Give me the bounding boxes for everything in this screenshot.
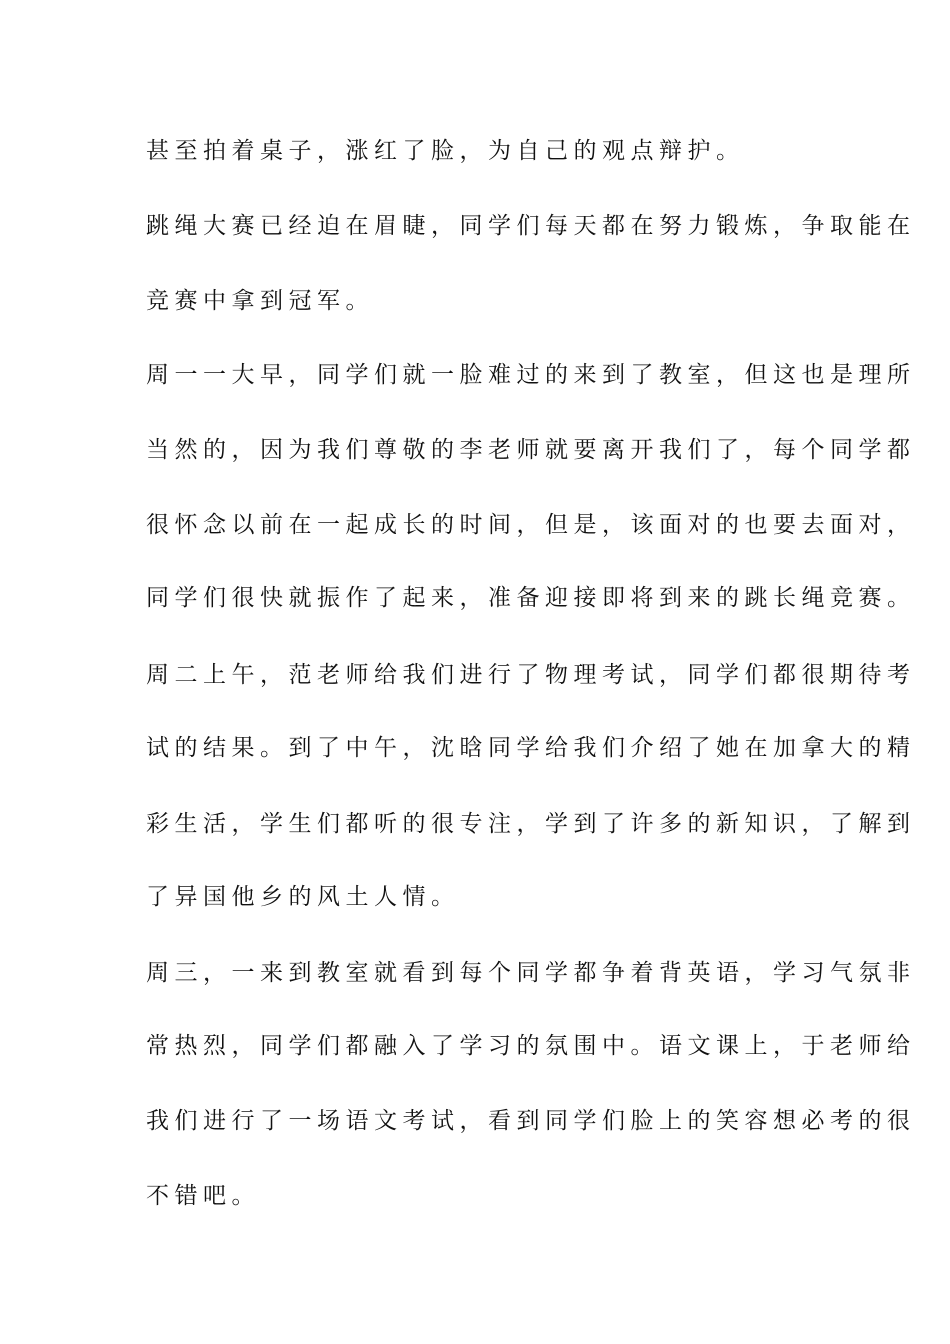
text-line-10: 彩生活，学生们都听的很专注，学到了许多的新知识，了解到 (146, 811, 916, 837)
text-line-9: 试的结果。到了中午，沈晗同学给我们介绍了她在加拿大的精 (146, 735, 916, 761)
text-line-11: 了异国他乡的风土人情。 (146, 884, 460, 910)
text-line-3: 竞赛中拿到冠军。 (146, 288, 374, 314)
text-line-15: 不错吧。 (146, 1183, 260, 1209)
text-line-12: 周三，一来到教室就看到每个同学都争着背英语，学习气氛非 (146, 960, 916, 986)
text-line-6: 很怀念以前在一起成长的时间，但是，该面对的也要去面对， (146, 512, 916, 538)
text-line-2: 跳绳大赛已经迫在眉睫，同学们每天都在努力锻炼，争取能在 (146, 213, 916, 239)
text-line-4: 周一一大早，同学们就一脸难过的来到了教室，但这也是理所 (146, 362, 916, 388)
text-line-1: 甚至拍着桌子，涨红了脸，为自己的观点辩护。 (146, 138, 745, 164)
text-line-14: 我们进行了一场语文考试，看到同学们脸上的笑容想必考的很 (146, 1108, 916, 1134)
text-line-8: 周二上午，范老师给我们进行了物理考试，同学们都很期待考 (146, 662, 916, 688)
text-line-7: 同学们很快就振作了起来，准备迎接即将到来的跳长绳竞赛。 (146, 585, 916, 611)
text-line-13: 常热烈，同学们都融入了学习的氛围中。语文课上，于老师给 (146, 1033, 916, 1059)
text-line-5: 当然的，因为我们尊敬的李老师就要离开我们了，每个同学都 (146, 437, 916, 463)
